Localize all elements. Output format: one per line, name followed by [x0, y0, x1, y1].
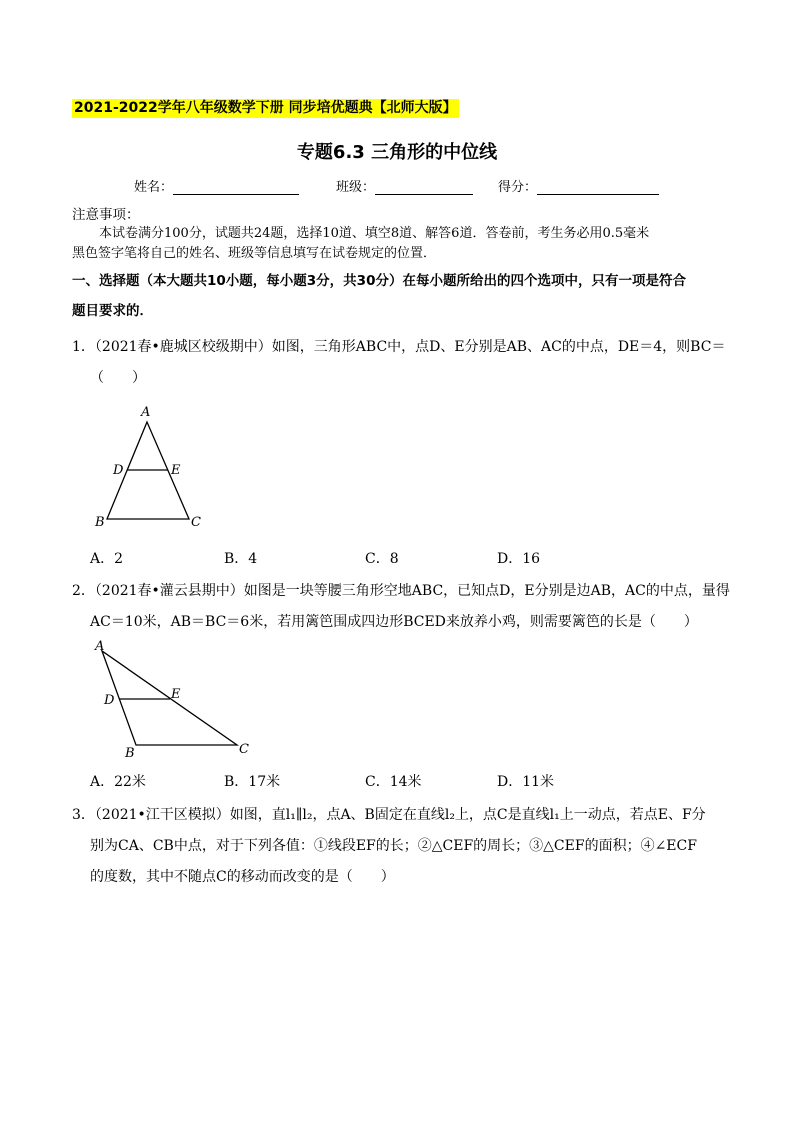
q2-triangle-abc	[102, 651, 237, 745]
q1-label-a: A	[141, 405, 151, 420]
q2-label-d: D	[104, 693, 115, 708]
score-field	[498, 176, 659, 195]
q1-option-d[interactable]: D．16	[497, 551, 541, 567]
name-field	[134, 176, 299, 195]
q1-option-c[interactable]: C．8	[365, 551, 399, 567]
q2-label-e: E	[171, 687, 181, 702]
score-blank	[537, 181, 659, 195]
notice-line-1: 本试卷满分100分，试题共24题，选择10道、填空8道、解答6道．答卷前，考生务必用0.5毫米	[99, 226, 650, 241]
q1-option-b[interactable]: B．4	[224, 551, 258, 567]
name-blank	[173, 181, 299, 195]
q2-option-a[interactable]: A．22米	[90, 774, 146, 790]
q2-stem-line-2: AC＝10米，AB＝BC＝6米，若用篱笆围成四边形BCED来放养小鸡，则需要篱笆的长是（ ）	[90, 614, 698, 630]
q3-stem-line-2: 别为CA、CB中点，对于下列各值：①线段EF的长；②△CEF的周长；③△CEF的面积；④∠ECF	[90, 838, 697, 854]
class-field	[336, 176, 473, 195]
q1-label-d: D	[113, 463, 124, 478]
class-blank	[375, 181, 473, 195]
score-label: 得分：	[498, 180, 538, 195]
header-banner: 2021-2022学年八年级数学下册 同步培优题典【北师大版】	[74, 100, 457, 116]
q1-label-c: C	[191, 515, 201, 530]
q2-option-c[interactable]: C．14米	[365, 774, 422, 790]
q1-option-a[interactable]: A．2	[90, 551, 124, 567]
notice-line-2: 黑色签字笔将自己的姓名、班级等信息填写在试卷规定的位置．	[72, 246, 437, 261]
q2-option-b[interactable]: B．17米	[224, 774, 281, 790]
notice-heading: 注意事项：	[72, 207, 140, 223]
class-label: 班级：	[336, 180, 376, 195]
q2-triangle-figure	[80, 635, 270, 765]
section-heading-line-1: 一、选择题（本大题共10小题，每小题3分，共30分）在每小题所给出的四个选项中，只有一项是符合	[72, 273, 686, 289]
name-label: 姓名：	[134, 180, 174, 195]
q2-label-c: C	[239, 742, 249, 757]
q1-triangle-figure	[80, 400, 220, 535]
q1-label-b: B	[95, 515, 105, 530]
q1-stem-line-2: （ ）	[90, 370, 146, 386]
q3-stem-line-3: 的度数，其中不随点C的移动而改变的是（ ）	[90, 869, 395, 885]
q2-label-b: B	[125, 746, 135, 761]
q3-stem-line-1: 3．（2021•江干区模拟）如图，直l₁∥l₂，点A、B固定在直线l₂上，点C是直线l₁上一动点，若点E、F分	[72, 807, 706, 823]
q2-stem-line-1: 2．（2021春•灌云县期中）如图是一块等腰三角形空地ABC，已知点D，E分别是边AB，AC的中点，量得	[72, 583, 730, 599]
q1-label-e: E	[171, 463, 181, 478]
q2-label-a: A	[95, 639, 105, 654]
q2-option-d[interactable]: D．11米	[497, 774, 555, 790]
q1-stem-line-1: 1．（2021春•鹿城区校级期中）如图，三角形ABC中，点D、E分别是AB、AC的中点，DE＝4，则BC＝	[72, 339, 726, 355]
page-title: 专题6.3 三角形的中位线	[296, 142, 498, 163]
section-heading-line-2: 题目要求的．	[72, 303, 153, 319]
